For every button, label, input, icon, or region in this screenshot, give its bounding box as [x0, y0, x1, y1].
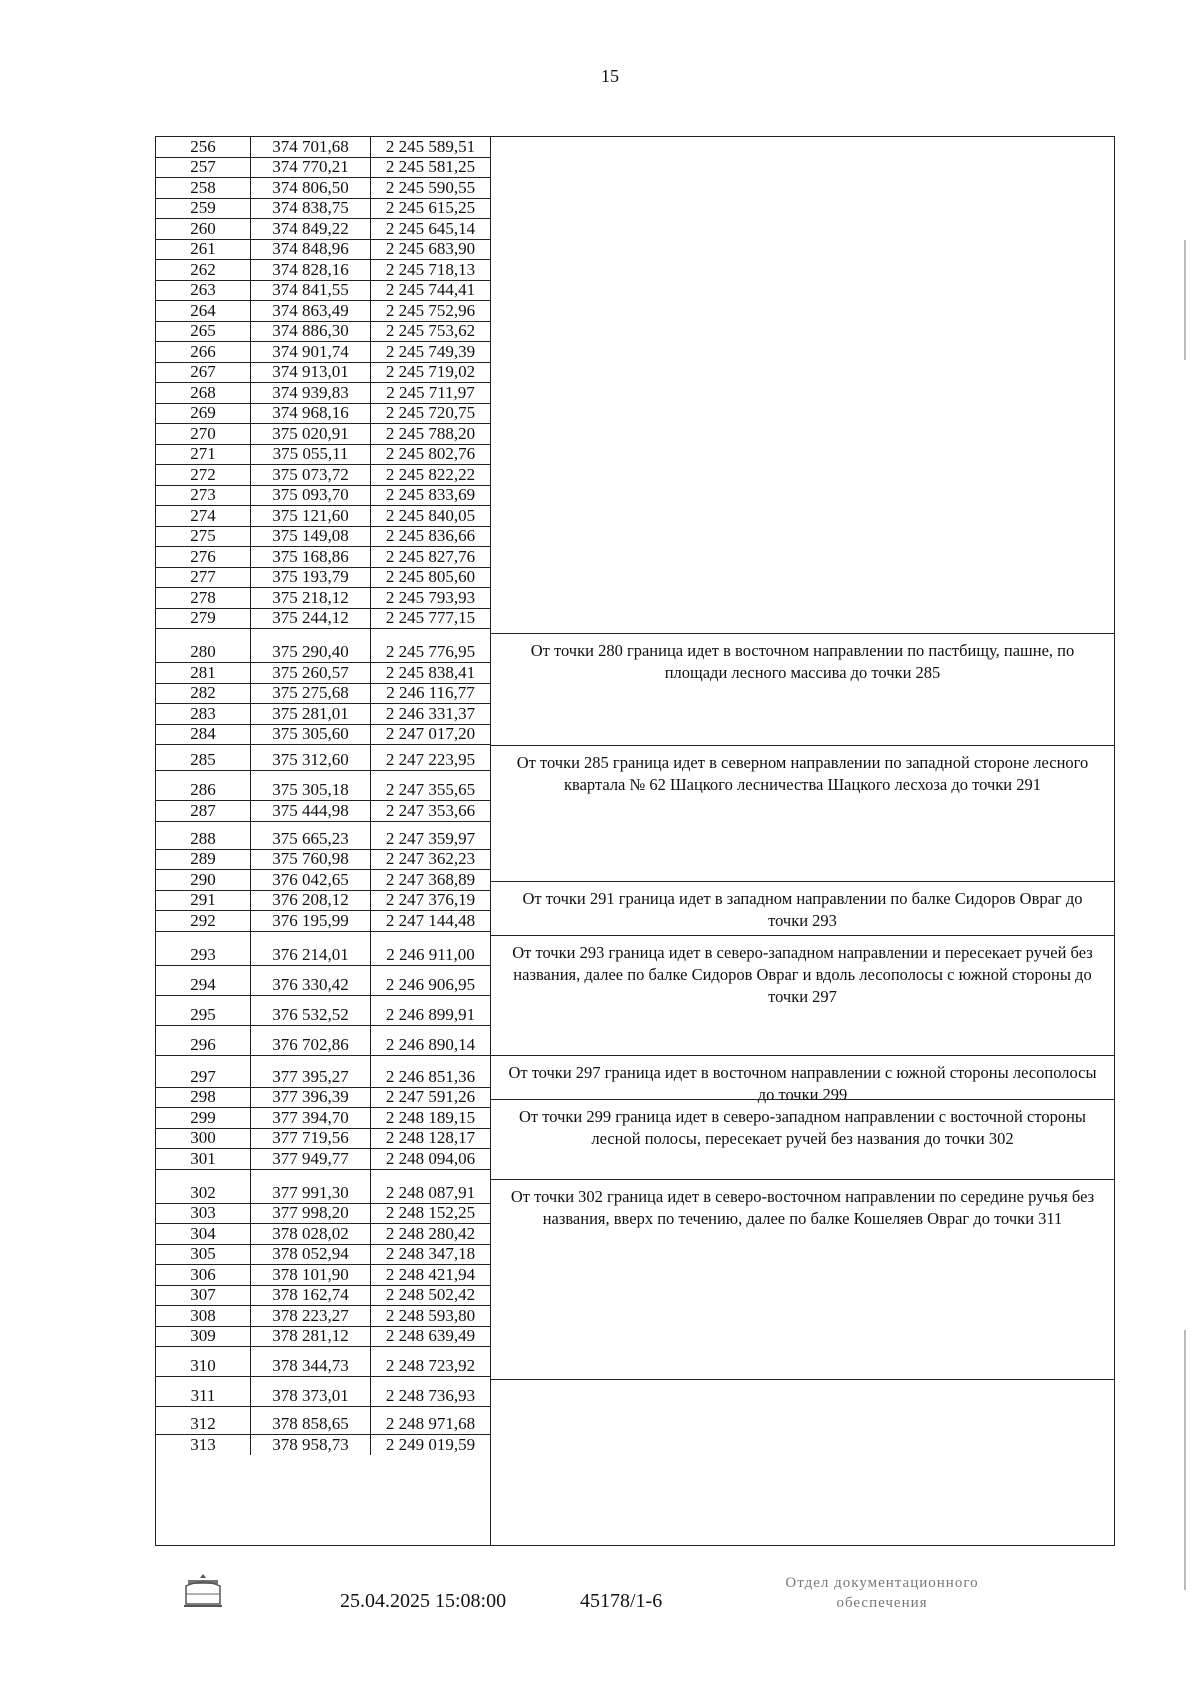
- point-number-cell: 306: [155, 1264, 250, 1285]
- x-coordinate-cell: 377 998,20: [250, 1203, 370, 1224]
- table-row: [155, 464, 490, 485]
- x-coordinate-cell: 375 290,40: [250, 628, 370, 662]
- point-number-cell: 290: [155, 869, 250, 890]
- description-cell: От точки 285 граница идет в северном направлении по западной стороне лесного квартала № 62 Шацкого лесничества Шацкого лесхоза до точки 291: [491, 745, 1114, 881]
- x-coordinate-cell: 374 701,68: [250, 136, 370, 157]
- table-row: [155, 1055, 490, 1087]
- table-row: [155, 1376, 490, 1406]
- table-row: [155, 965, 490, 995]
- table-row: [155, 1128, 490, 1149]
- y-coordinate-cell: 2 245 752,96: [370, 300, 490, 321]
- table-row: [155, 931, 490, 965]
- table-row: [155, 1244, 490, 1265]
- table-row: [155, 608, 490, 629]
- point-number-cell: 263: [155, 280, 250, 301]
- x-coordinate-cell: 375 665,23: [250, 821, 370, 849]
- y-coordinate-cell: 2 245 822,22: [370, 464, 490, 485]
- point-number-cell: 271: [155, 444, 250, 465]
- point-number-cell: 286: [155, 770, 250, 800]
- x-coordinate-cell: 374 838,75: [250, 198, 370, 219]
- y-coordinate-cell: 2 246 899,91: [370, 995, 490, 1025]
- x-coordinate-cell: 374 848,96: [250, 239, 370, 260]
- x-coordinate-cell: 375 168,86: [250, 546, 370, 567]
- table-row: [155, 849, 490, 870]
- x-coordinate-cell: 376 532,52: [250, 995, 370, 1025]
- table-row: [155, 1223, 490, 1244]
- x-coordinate-cell: 374 901,74: [250, 341, 370, 362]
- table-row: [155, 890, 490, 911]
- x-coordinate-cell: 376 214,01: [250, 931, 370, 965]
- x-coordinate-cell: 374 806,50: [250, 177, 370, 198]
- y-coordinate-cell: 2 245 719,02: [370, 362, 490, 383]
- y-coordinate-cell: 2 247 223,95: [370, 744, 490, 770]
- y-coordinate-cell: 2 245 615,25: [370, 198, 490, 219]
- point-number-cell: 278: [155, 587, 250, 608]
- x-coordinate-cell: 374 841,55: [250, 280, 370, 301]
- y-coordinate-cell: 2 248 280,42: [370, 1223, 490, 1244]
- point-number-cell: 260: [155, 218, 250, 239]
- table-row: [155, 587, 490, 608]
- point-number-cell: 281: [155, 662, 250, 683]
- point-number-cell: 294: [155, 965, 250, 995]
- y-coordinate-cell: 2 245 744,41: [370, 280, 490, 301]
- x-coordinate-cell: 375 275,68: [250, 683, 370, 704]
- y-coordinate-cell: 2 247 591,26: [370, 1087, 490, 1108]
- table-row: [155, 1107, 490, 1128]
- table-row: [155, 1346, 490, 1376]
- x-coordinate-cell: 378 858,65: [250, 1406, 370, 1434]
- y-coordinate-cell: 2 245 718,13: [370, 259, 490, 280]
- point-number-cell: 256: [155, 136, 250, 157]
- table-row: [155, 526, 490, 547]
- point-number-cell: 282: [155, 683, 250, 704]
- x-coordinate-cell: 375 305,60: [250, 724, 370, 745]
- x-coordinate-cell: 375 444,98: [250, 800, 370, 821]
- point-number-cell: 303: [155, 1203, 250, 1224]
- point-number-cell: 268: [155, 382, 250, 403]
- point-number-cell: 300: [155, 1128, 250, 1149]
- table-row: [155, 341, 490, 362]
- x-coordinate-cell: 375 218,12: [250, 587, 370, 608]
- table-row: [155, 1148, 490, 1169]
- point-number-cell: 299: [155, 1107, 250, 1128]
- description-cell: От точки 280 граница идет в восточном направлении по пастбищу, пашне, по площади лесного массива до точки 285: [491, 633, 1114, 745]
- table-row: [155, 1305, 490, 1326]
- y-coordinate-cell: 2 248 128,17: [370, 1128, 490, 1149]
- y-coordinate-cell: 2 245 749,39: [370, 341, 490, 362]
- x-coordinate-cell: 377 719,56: [250, 1128, 370, 1149]
- x-coordinate-cell: 375 193,79: [250, 567, 370, 588]
- y-coordinate-cell: 2 245 840,05: [370, 505, 490, 526]
- x-coordinate-cell: 375 055,11: [250, 444, 370, 465]
- description-column: [490, 136, 1115, 1546]
- description-cell: От точки 299 граница идет в северо-западном направлении с восточной стороны лесной полосы, пересекает ручей без названия до точки 302: [491, 1099, 1114, 1179]
- table-row: [155, 662, 490, 683]
- y-coordinate-cell: 2 245 793,93: [370, 587, 490, 608]
- point-number-cell: 285: [155, 744, 250, 770]
- x-coordinate-cell: 375 121,60: [250, 505, 370, 526]
- y-coordinate-cell: 2 248 736,93: [370, 1376, 490, 1406]
- x-coordinate-cell: 375 260,57: [250, 662, 370, 683]
- x-coordinate-cell: 375 281,01: [250, 703, 370, 724]
- emblem-icon: [180, 1570, 226, 1612]
- department-stamp: [742, 1574, 1022, 1613]
- point-number-cell: 257: [155, 157, 250, 178]
- x-coordinate-cell: 374 968,16: [250, 403, 370, 424]
- table-row: [155, 177, 490, 198]
- y-coordinate-cell: 2 245 827,76: [370, 546, 490, 567]
- point-number-cell: 308: [155, 1305, 250, 1326]
- table-row: [155, 869, 490, 890]
- table-row: [155, 136, 490, 157]
- y-coordinate-cell: 2 245 720,75: [370, 403, 490, 424]
- point-number-cell: 288: [155, 821, 250, 849]
- y-coordinate-cell: 2 245 776,95: [370, 628, 490, 662]
- y-coordinate-cell: 2 245 805,60: [370, 567, 490, 588]
- point-number-cell: 270: [155, 423, 250, 444]
- point-number-cell: 273: [155, 485, 250, 506]
- table-row: [155, 703, 490, 724]
- x-coordinate-cell: 375 020,91: [250, 423, 370, 444]
- description-cell: От точки 297 граница идет в восточном направлении с южной стороны лесополосы до точки 299: [491, 1055, 1114, 1099]
- point-number-cell: 264: [155, 300, 250, 321]
- table-row: [155, 280, 490, 301]
- table-row: [155, 770, 490, 800]
- x-coordinate-cell: 376 330,42: [250, 965, 370, 995]
- point-number-cell: 259: [155, 198, 250, 219]
- x-coordinate-cell: 376 195,99: [250, 910, 370, 931]
- description-cell: От точки 291 граница идет в западном направлении по балке Сидоров Овраг до точки 293: [491, 881, 1114, 935]
- x-coordinate-cell: 378 223,27: [250, 1305, 370, 1326]
- table-row: [155, 444, 490, 465]
- description-cell: [491, 1379, 1114, 1439]
- x-coordinate-cell: 374 886,30: [250, 321, 370, 342]
- x-coordinate-cell: 374 770,21: [250, 157, 370, 178]
- y-coordinate-cell: 2 247 359,97: [370, 821, 490, 849]
- y-coordinate-cell: 2 248 723,92: [370, 1346, 490, 1376]
- table-row: [155, 485, 490, 506]
- x-coordinate-cell: 374 828,16: [250, 259, 370, 280]
- table-row: [155, 300, 490, 321]
- table-row: [155, 1406, 490, 1434]
- point-number-cell: 310: [155, 1346, 250, 1376]
- y-coordinate-cell: 2 249 019,59: [370, 1434, 490, 1455]
- point-number-cell: 298: [155, 1087, 250, 1108]
- point-number-cell: 295: [155, 995, 250, 1025]
- x-coordinate-cell: 376 208,12: [250, 890, 370, 911]
- y-coordinate-cell: 2 245 581,25: [370, 157, 490, 178]
- x-coordinate-cell: 377 396,39: [250, 1087, 370, 1108]
- y-coordinate-cell: 2 245 838,41: [370, 662, 490, 683]
- y-coordinate-cell: 2 245 590,55: [370, 177, 490, 198]
- x-coordinate-cell: 375 760,98: [250, 849, 370, 870]
- x-coordinate-cell: 374 913,01: [250, 362, 370, 383]
- x-coordinate-cell: 378 344,73: [250, 1346, 370, 1376]
- table-row: [155, 567, 490, 588]
- table-row: [155, 321, 490, 342]
- x-coordinate-cell: 378 052,94: [250, 1244, 370, 1265]
- point-number-cell: 283: [155, 703, 250, 724]
- table-row: [155, 505, 490, 526]
- y-coordinate-cell: 2 247 368,89: [370, 869, 490, 890]
- y-coordinate-cell: 2 245 802,76: [370, 444, 490, 465]
- point-number-cell: 301: [155, 1148, 250, 1169]
- point-number-cell: 313: [155, 1434, 250, 1455]
- x-coordinate-cell: 377 394,70: [250, 1107, 370, 1128]
- point-number-cell: 287: [155, 800, 250, 821]
- table-row: [155, 1264, 490, 1285]
- x-coordinate-cell: 375 312,60: [250, 744, 370, 770]
- point-number-cell: 291: [155, 890, 250, 911]
- x-coordinate-cell: 375 305,18: [250, 770, 370, 800]
- point-number-cell: 269: [155, 403, 250, 424]
- y-coordinate-cell: 2 245 711,97: [370, 382, 490, 403]
- point-number-cell: 280: [155, 628, 250, 662]
- table-row: [155, 628, 490, 662]
- point-number-cell: 277: [155, 567, 250, 588]
- y-coordinate-cell: 2 245 777,15: [370, 608, 490, 629]
- point-number-cell: 293: [155, 931, 250, 965]
- y-coordinate-cell: 2 248 639,49: [370, 1326, 490, 1347]
- y-coordinate-cell: 2 245 836,66: [370, 526, 490, 547]
- point-number-cell: 274: [155, 505, 250, 526]
- x-coordinate-cell: 375 244,12: [250, 608, 370, 629]
- x-coordinate-cell: 374 939,83: [250, 382, 370, 403]
- point-number-cell: 289: [155, 849, 250, 870]
- table-row: [155, 1285, 490, 1306]
- y-coordinate-cell: 2 248 421,94: [370, 1264, 490, 1285]
- table-row: [155, 403, 490, 424]
- page-number: 15: [601, 66, 619, 86]
- footer-datetime: 25.04.2025 15:08:00: [340, 1590, 507, 1612]
- y-coordinate-cell: 2 246 890,14: [370, 1025, 490, 1055]
- table-row: [155, 362, 490, 383]
- table-row: [155, 546, 490, 567]
- y-coordinate-cell: 2 245 753,62: [370, 321, 490, 342]
- x-coordinate-cell: 376 702,86: [250, 1025, 370, 1055]
- y-coordinate-cell: 2 247 144,48: [370, 910, 490, 931]
- scan-edge-mark: [1184, 240, 1186, 360]
- table-row: [155, 800, 490, 821]
- table-bottom-border: [155, 1545, 1115, 1546]
- table-row: [155, 218, 490, 239]
- y-coordinate-cell: 2 246 906,95: [370, 965, 490, 995]
- point-number-cell: 309: [155, 1326, 250, 1347]
- point-number-cell: 284: [155, 724, 250, 745]
- point-number-cell: 304: [155, 1223, 250, 1244]
- table-row: [155, 1434, 490, 1455]
- scan-edge-mark: [1184, 1330, 1186, 1590]
- table-row: [155, 1169, 490, 1203]
- y-coordinate-cell: 2 245 683,90: [370, 239, 490, 260]
- point-number-cell: 307: [155, 1285, 250, 1306]
- y-coordinate-cell: 2 246 116,77: [370, 683, 490, 704]
- table-row: [155, 259, 490, 280]
- x-coordinate-cell: 378 101,90: [250, 1264, 370, 1285]
- x-coordinate-cell: 377 991,30: [250, 1169, 370, 1203]
- y-coordinate-cell: 2 248 189,15: [370, 1107, 490, 1128]
- point-number-cell: 311: [155, 1376, 250, 1406]
- point-number-cell: 296: [155, 1025, 250, 1055]
- point-number-cell: 262: [155, 259, 250, 280]
- point-number-cell: 261: [155, 239, 250, 260]
- table-row: [155, 1326, 490, 1347]
- footer-document-code: 45178/1-6: [580, 1590, 663, 1612]
- point-number-cell: 292: [155, 910, 250, 931]
- point-number-cell: 276: [155, 546, 250, 567]
- point-number-cell: 266: [155, 341, 250, 362]
- y-coordinate-cell: 2 246 851,36: [370, 1055, 490, 1087]
- y-coordinate-cell: 2 248 502,42: [370, 1285, 490, 1306]
- x-coordinate-cell: 374 863,49: [250, 300, 370, 321]
- table-row: [155, 382, 490, 403]
- y-coordinate-cell: 2 245 833,69: [370, 485, 490, 506]
- point-number-cell: 302: [155, 1169, 250, 1203]
- x-coordinate-cell: 376 042,65: [250, 869, 370, 890]
- description-cell: От точки 302 граница идет в северо-восточном направлении по середине ручья без названия, вверх по течению, далее по балке Кошеляев Овраг до точки 311: [491, 1179, 1114, 1379]
- y-coordinate-cell: 2 245 645,14: [370, 218, 490, 239]
- table-row: [155, 744, 490, 770]
- table-row: [155, 423, 490, 444]
- x-coordinate-cell: 377 949,77: [250, 1148, 370, 1169]
- x-coordinate-cell: 374 849,22: [250, 218, 370, 239]
- point-number-cell: 279: [155, 608, 250, 629]
- x-coordinate-cell: 378 162,74: [250, 1285, 370, 1306]
- table-row: [155, 1087, 490, 1108]
- table-row: [155, 910, 490, 931]
- y-coordinate-cell: 2 246 331,37: [370, 703, 490, 724]
- x-coordinate-cell: 378 281,12: [250, 1326, 370, 1347]
- point-number-cell: 275: [155, 526, 250, 547]
- y-coordinate-cell: 2 248 593,80: [370, 1305, 490, 1326]
- y-coordinate-cell: 2 247 376,19: [370, 890, 490, 911]
- x-coordinate-cell: 378 373,01: [250, 1376, 370, 1406]
- stamp-line: Отдел документационного: [785, 1575, 979, 1591]
- y-coordinate-cell: 2 245 589,51: [370, 136, 490, 157]
- table-row: [155, 683, 490, 704]
- y-coordinate-cell: 2 245 788,20: [370, 423, 490, 444]
- table-row: [155, 821, 490, 849]
- y-coordinate-cell: 2 247 362,23: [370, 849, 490, 870]
- y-coordinate-cell: 2 248 152,25: [370, 1203, 490, 1224]
- x-coordinate-cell: 375 149,08: [250, 526, 370, 547]
- y-coordinate-cell: 2 246 911,00: [370, 931, 490, 965]
- point-number-cell: 305: [155, 1244, 250, 1265]
- stamp-line: обеспечения: [836, 1594, 928, 1611]
- x-coordinate-cell: 378 958,73: [250, 1434, 370, 1455]
- point-number-cell: 312: [155, 1406, 250, 1434]
- x-coordinate-cell: 375 093,70: [250, 485, 370, 506]
- table-row: [155, 239, 490, 260]
- point-number-cell: 272: [155, 464, 250, 485]
- y-coordinate-cell: 2 247 017,20: [370, 724, 490, 745]
- y-coordinate-cell: 2 248 971,68: [370, 1406, 490, 1434]
- point-number-cell: 265: [155, 321, 250, 342]
- table-row: [155, 995, 490, 1025]
- point-number-cell: 297: [155, 1055, 250, 1087]
- coordinates-table: [155, 136, 1115, 1546]
- y-coordinate-cell: 2 247 355,65: [370, 770, 490, 800]
- table-row: [155, 1203, 490, 1224]
- x-coordinate-cell: 375 073,72: [250, 464, 370, 485]
- y-coordinate-cell: 2 247 353,66: [370, 800, 490, 821]
- table-row: [155, 198, 490, 219]
- y-coordinate-cell: 2 248 094,06: [370, 1148, 490, 1169]
- x-coordinate-cell: 377 395,27: [250, 1055, 370, 1087]
- point-number-cell: 267: [155, 362, 250, 383]
- table-row: [155, 724, 490, 745]
- point-number-cell: 258: [155, 177, 250, 198]
- table-row: [155, 157, 490, 178]
- description-cell: От точки 293 граница идет в северо-западном направлении и пересекает ручей без названия, далее по балке Сидоров Овраг и вдоль лесополосы с южной стороны до точки 297: [491, 935, 1114, 1055]
- y-coordinate-cell: 2 248 347,18: [370, 1244, 490, 1265]
- table-row: [155, 1025, 490, 1055]
- x-coordinate-cell: 378 028,02: [250, 1223, 370, 1244]
- y-coordinate-cell: 2 248 087,91: [370, 1169, 490, 1203]
